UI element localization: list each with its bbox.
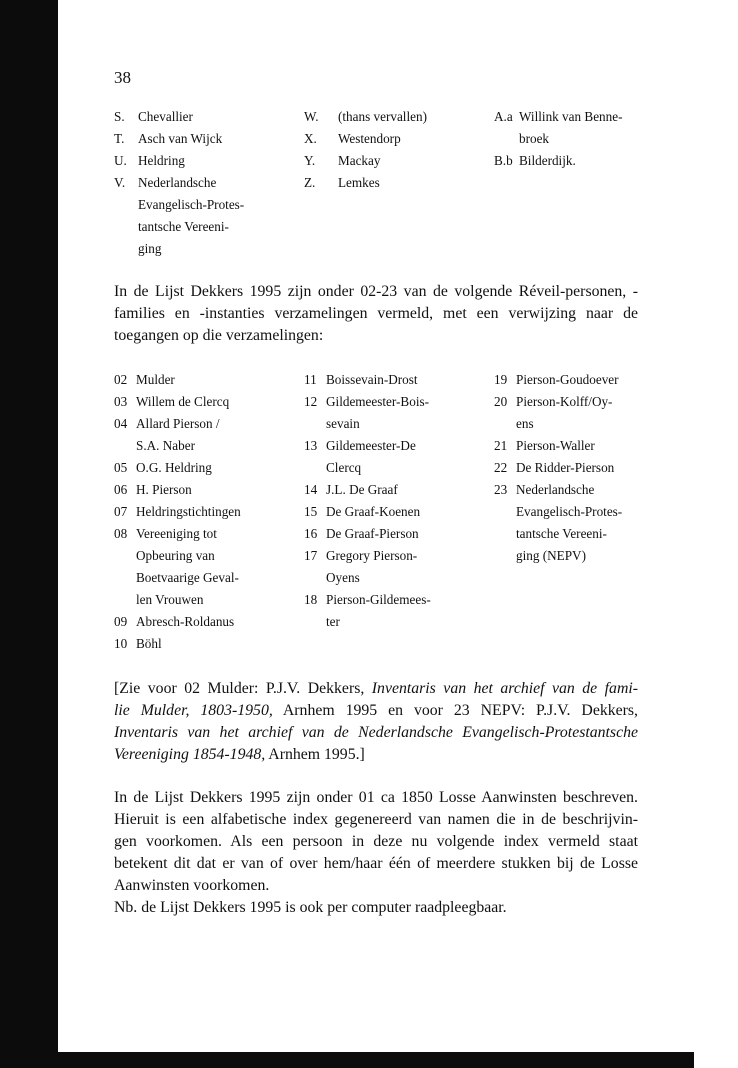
list-entry-line [494, 457, 622, 479]
list-entry-key: 14 [304, 482, 318, 497]
list-entry-line [304, 501, 431, 523]
list-entry-text: tantsche Vereeni- [138, 219, 229, 234]
list-entry-key: U. [114, 153, 127, 168]
list-entry-text: Evangelisch-Protes- [516, 504, 623, 519]
list-entry-line [114, 435, 241, 457]
list-entry-text: Vereeniging tot [136, 526, 217, 541]
closing-line: Aanwinsten voorkomen. [114, 877, 270, 894]
list-entry-line [304, 128, 427, 150]
list-entry-key [494, 501, 516, 523]
list-entry-line [114, 238, 244, 260]
list-entry-line [494, 391, 622, 413]
list-entry-key: 16 [304, 526, 318, 541]
list-entry-key [114, 589, 136, 611]
list-entry-line [304, 567, 431, 589]
list-entry-text: Gildemeester-De [326, 438, 416, 453]
list-entry-key: 09 [114, 614, 128, 629]
list-entry-text: ging [138, 241, 162, 256]
list-entry-line [304, 479, 431, 501]
list-entry-key: T. [114, 131, 125, 146]
numbered-list-column-2 [304, 369, 431, 633]
list-entry-text: Willink van Benne- [519, 109, 623, 124]
list-entry-line [304, 545, 431, 567]
list-entry-line [114, 545, 241, 567]
list-entry-key: A.a [494, 109, 513, 124]
list-entry-key [114, 545, 136, 567]
list-entry-text: S.A. Naber [136, 438, 195, 453]
list-entry-line [114, 369, 241, 391]
list-entry-text: Opbeuring van [136, 548, 215, 563]
list-entry-key: 23 [494, 482, 508, 497]
reference-title: Inventaris van het archief van de fami- [371, 680, 638, 697]
list-entry-line [304, 523, 431, 545]
list-entry-line [494, 501, 622, 523]
list-entry-line [304, 106, 427, 128]
list-entry-line [114, 413, 241, 435]
numbered-list-column-1 [114, 369, 241, 655]
list-entry-line [494, 435, 622, 457]
list-entry-key: 02 [114, 372, 128, 387]
list-entry-key: 11 [304, 372, 317, 387]
list-entry-text: (thans vervallen) [338, 109, 427, 124]
list-entry-text: Willem de Clercq [136, 394, 230, 409]
list-entry-key: 12 [304, 394, 318, 409]
list-entry-key: 07 [114, 504, 128, 519]
list-entry-text: ter [326, 614, 340, 629]
list-entry-text: Pierson-Goudoever [516, 372, 619, 387]
list-entry-key: 05 [114, 460, 128, 475]
note-line: Nb. de Lijst Dekkers 1995 is ook per computer raadpleegbaar. [114, 899, 507, 916]
list-entry-text: Mackay [338, 153, 381, 168]
list-entry-text: Pierson-Gildemees- [326, 592, 431, 607]
letter-list-column-2 [304, 106, 427, 194]
list-entry-key: 10 [114, 636, 128, 651]
letter-list-column-1 [114, 106, 244, 260]
list-entry-key [494, 523, 516, 545]
list-entry-line [304, 391, 431, 413]
list-entry-text: broek [519, 131, 550, 146]
list-entry-line [114, 128, 244, 150]
letter-list-column-3 [494, 106, 622, 172]
list-entry-text: Chevallier [138, 109, 193, 124]
list-entry-text: O.G. Heldring [136, 460, 212, 475]
list-entry-line [114, 501, 241, 523]
list-entry-key: S. [114, 109, 125, 124]
list-entry-key: 21 [494, 438, 508, 453]
list-entry-text: Pierson-Waller [516, 438, 595, 453]
list-entry-key: B.b [494, 153, 513, 168]
list-entry-line [114, 567, 241, 589]
list-entry-key: Y. [304, 153, 316, 168]
list-entry-key [304, 567, 326, 589]
closing-line: In de Lijst Dekkers 1995 zijn onder 01 ca 1850 Losse Aanwinsten beschreven. [114, 789, 638, 806]
list-entry-line [304, 413, 431, 435]
list-entry-line [304, 369, 431, 391]
list-entry-line [114, 106, 244, 128]
list-entry-text: len Vrouwen [136, 592, 204, 607]
list-entry-line [114, 457, 241, 479]
list-entry-text: Boetvaarige Geval- [136, 570, 239, 585]
list-entry-text: Böhl [136, 636, 162, 651]
intro-line: In de Lijst Dekkers 1995 zijn onder 02-23 van de volgende Réveil-personen, - [114, 283, 638, 300]
list-entry-line [114, 194, 244, 216]
list-entry-line [494, 479, 622, 501]
list-entry-text: ens [516, 416, 534, 431]
list-entry-text: Bilderdijk. [519, 153, 576, 168]
list-entry-key: 18 [304, 592, 318, 607]
list-entry-text: De Graaf-Pierson [326, 526, 419, 541]
list-entry-text: Gildemeester-Bois- [326, 394, 430, 409]
list-entry-line [114, 172, 244, 194]
reference-title: Vereeniging 1854-1948, [114, 746, 266, 763]
list-entry-text: Heldring [138, 153, 185, 168]
list-entry-key [114, 216, 138, 238]
list-entry-line [494, 369, 622, 391]
list-entry-key [114, 435, 136, 457]
list-entry-key: 15 [304, 504, 318, 519]
list-entry-text: Boissevain-Drost [326, 372, 418, 387]
reference-line: [Zie voor 02 Mulder: P.J.V. Dekkers, Inventaris van het archief van de fami- [114, 680, 638, 697]
reference-line: lie Mulder, 1803-1950, Arnhem 1995 en voor 23 NEPV: P.J.V. Dekkers, [114, 702, 638, 719]
list-entry-line [114, 633, 241, 655]
list-entry-key [494, 413, 516, 435]
list-entry-line [304, 589, 431, 611]
list-entry-text: Gregory Pierson- [326, 548, 418, 563]
list-entry-text: tantsche Vereeni- [516, 526, 607, 541]
list-entry-text: ging (NEPV) [516, 548, 586, 563]
list-entry-line [304, 172, 427, 194]
reference-paragraph [114, 678, 638, 766]
list-entry-line [494, 545, 622, 567]
list-entry-text: Nederlandsche [138, 175, 217, 190]
list-entry-line [114, 150, 244, 172]
list-entry-text: Lemkes [338, 175, 380, 190]
list-entry-line [304, 457, 431, 479]
list-entry-line [114, 391, 241, 413]
list-entry-text: Oyens [326, 570, 360, 585]
list-entry-text: De Graaf-Koenen [326, 504, 421, 519]
list-entry-text: Asch van Wijck [138, 131, 223, 146]
list-entry-line [494, 106, 622, 128]
reference-title: Inventaris van het archief van de Nederlandsche Evangelisch-Protestantsche [114, 724, 638, 741]
page-number: 38 [114, 68, 131, 87]
numbered-list-column-3 [494, 369, 622, 567]
list-entry-key [114, 238, 138, 260]
list-entry-line [494, 413, 622, 435]
list-entry-line [114, 479, 241, 501]
list-entry-key: 22 [494, 460, 508, 475]
list-entry-text: Pierson-Kolff/Oy- [516, 394, 613, 409]
list-entry-line [114, 216, 244, 238]
closing-line: betekent dit dat er van of over hem/haar één of meerdere stukken bij de Losse [114, 855, 638, 872]
list-entry-key [304, 413, 326, 435]
list-entry-text: Mulder [136, 372, 175, 387]
list-entry-text: Evangelisch-Protes- [138, 197, 245, 212]
list-entry-key: 17 [304, 548, 318, 563]
list-entry-line [114, 589, 241, 611]
list-entry-line [494, 128, 622, 150]
list-entry-text: De Ridder-Pierson [516, 460, 615, 475]
list-entry-line [304, 150, 427, 172]
list-entry-key [304, 457, 326, 479]
list-entry-text: Clercq [326, 460, 362, 475]
list-entry-key [494, 128, 519, 150]
list-entry-text: H. Pierson [136, 482, 192, 497]
list-entry-line [304, 611, 431, 633]
list-entry-line [304, 435, 431, 457]
closing-paragraph [114, 787, 638, 919]
closing-line: gen voorkomen. Als een persoon in deze nu volgende index vermeld staat [114, 833, 638, 850]
list-entry-key [114, 194, 138, 216]
list-entry-key: 03 [114, 394, 128, 409]
list-entry-line [494, 523, 622, 545]
list-entry-text: Heldringstichtingen [136, 504, 241, 519]
list-entry-key [494, 545, 516, 567]
list-entry-line [114, 523, 241, 545]
list-entry-key: 20 [494, 394, 508, 409]
intro-paragraph [114, 281, 638, 347]
list-entry-key: 19 [494, 372, 508, 387]
list-entry-text: Allard Pierson / [136, 416, 220, 431]
list-entry-key: 06 [114, 482, 128, 497]
intro-line: families en -instanties verzamelingen vermeld, met een verwijzing naar de [114, 305, 638, 322]
list-entry-text: sevain [326, 416, 360, 431]
list-entry-text: Abresch-Roldanus [136, 614, 235, 629]
list-entry-key: W. [304, 109, 319, 124]
reference-title: lie Mulder, 1803-1950, [114, 702, 273, 719]
list-entry-key: V. [114, 175, 126, 190]
list-entry-key [304, 611, 326, 633]
intro-line: toegangen op die verzamelingen: [114, 327, 324, 344]
reference-line: Vereeniging 1854-1948, Arnhem 1995.] [114, 746, 365, 763]
list-entry-line [114, 611, 241, 633]
list-entry-key: 08 [114, 526, 128, 541]
reference-line [114, 722, 638, 744]
list-entry-key: X. [304, 131, 317, 146]
list-entry-text: J.L. De Graaf [326, 482, 398, 497]
list-entry-key: Z. [304, 175, 316, 190]
list-entry-text: Nederlandsche [516, 482, 595, 497]
list-entry-text: Westendorp [338, 131, 401, 146]
list-entry-key: 04 [114, 416, 128, 431]
list-entry-line [494, 150, 622, 172]
closing-line: Hieruit is een alfabetische index gegenereerd van namen die in de beschrijvin- [114, 811, 638, 828]
list-entry-key: 13 [304, 438, 318, 453]
list-entry-key [114, 567, 136, 589]
